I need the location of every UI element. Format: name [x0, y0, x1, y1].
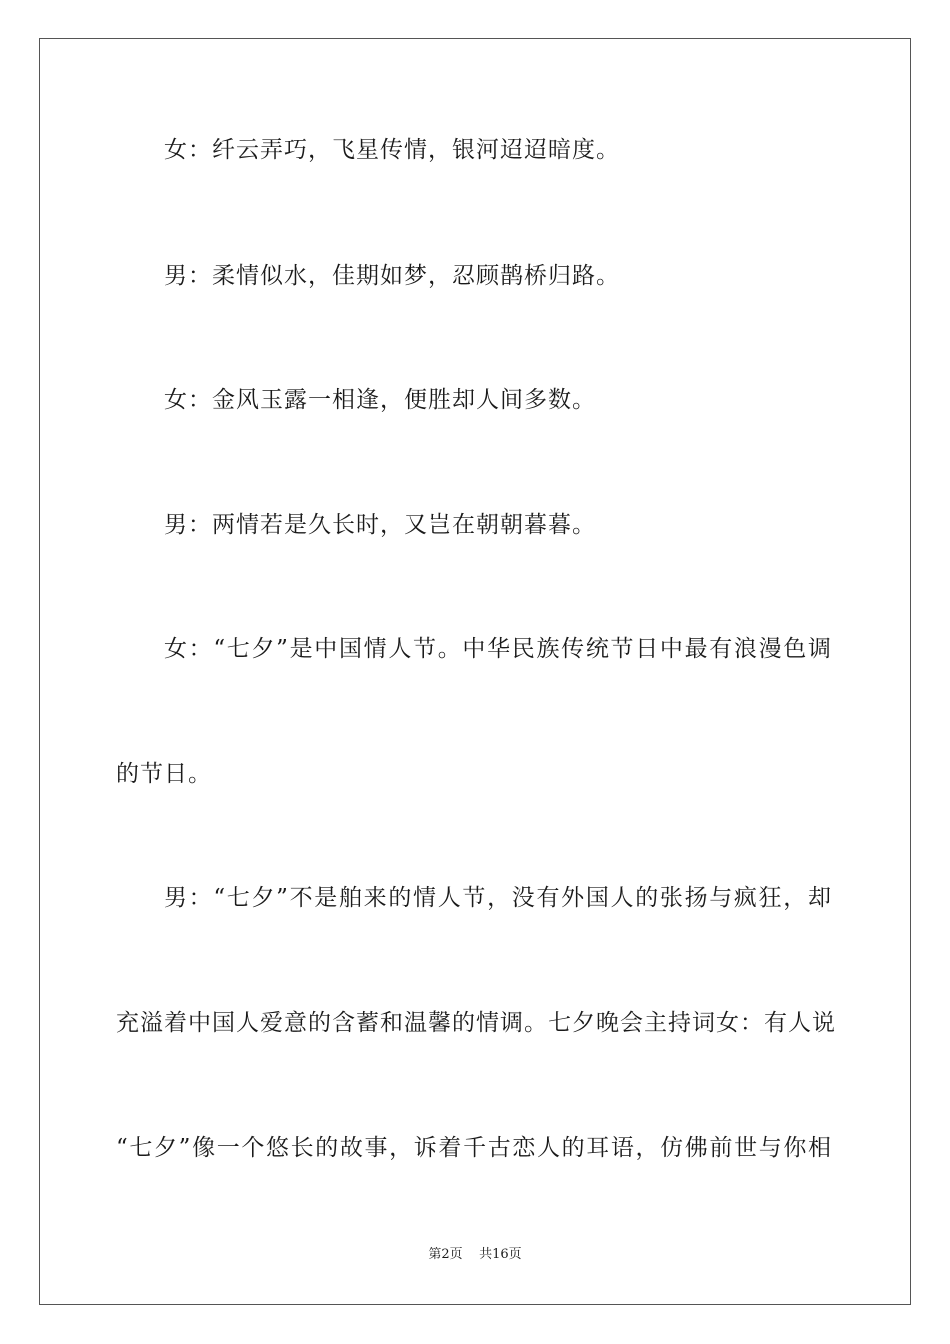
- text-line-4: 男：两情若是久长时，又岂在朝朝暮暮。: [164, 512, 596, 538]
- text-line-8: 充溢着中国人爱意的含蓄和温馨的情调。七夕晚会主持词女：有人说: [116, 1010, 836, 1036]
- page-frame: [39, 38, 911, 1305]
- text-line-9: “七夕”像一个悠长的故事，诉着千古恋人的耳语，仿佛前世与你相: [116, 1135, 832, 1161]
- text-line-7: 男：“七夕”不是舶来的情人节，没有外国人的张扬与疯狂，却: [164, 885, 832, 911]
- text-line-2: 男：柔情似水，佳期如梦，忍顾鹊桥归路。: [164, 263, 620, 289]
- page-footer: [0, 1246, 950, 1264]
- text-line-5: 女：“七夕”是中国情人节。中华民族传统节日中最有浪漫色调: [164, 636, 832, 662]
- page-number-total: 共16页: [479, 1247, 522, 1262]
- text-line-1: 女：纤云弄巧，飞星传情，银河迢迢暗度。: [164, 137, 620, 163]
- text-line-3: 女：金风玉露一相逢，便胜却人间多数。: [164, 387, 596, 413]
- page-number-current: 第2页: [428, 1247, 463, 1262]
- text-line-6: 的节日。: [116, 761, 212, 787]
